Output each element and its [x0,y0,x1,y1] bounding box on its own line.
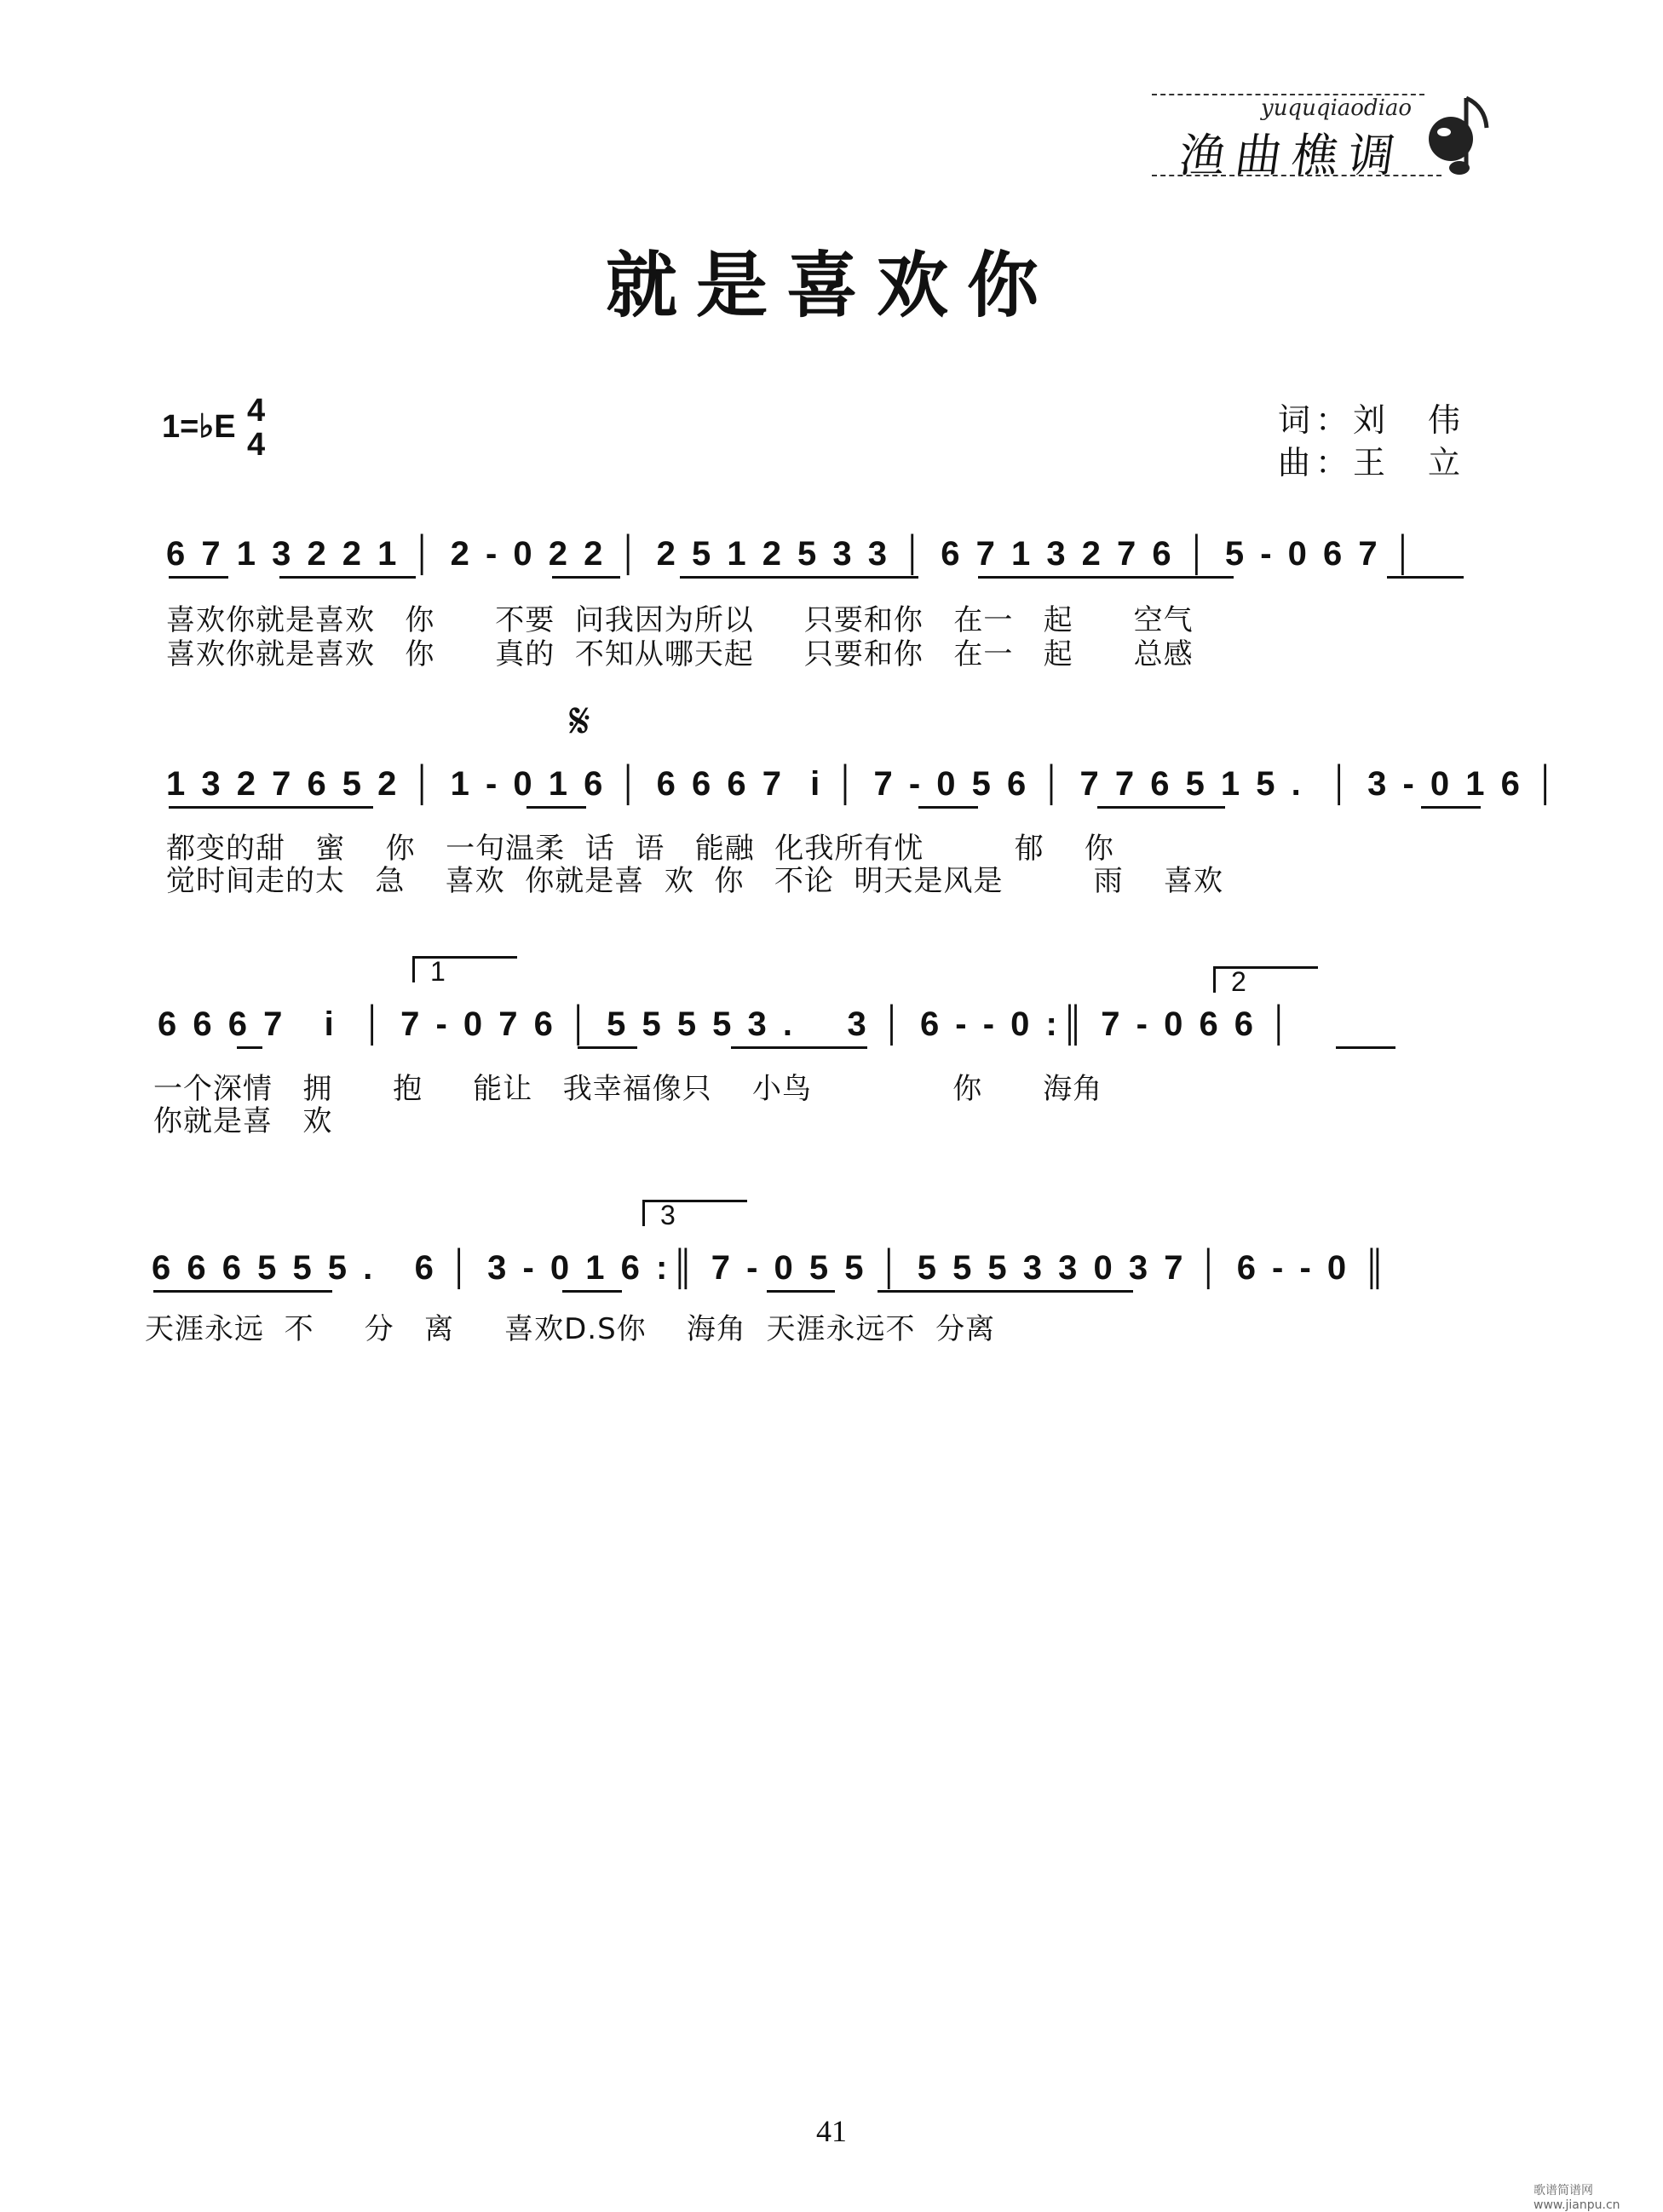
song-title: 就是喜欢你 [605,243,1057,327]
beam-line [731,1046,867,1049]
lyrics-row-3-verse-1: 一个深情 拥 抱 能让 我幸福像只 小鸟 你 海角 [153,1072,1103,1106]
brand-english: yuquqiaodiao [1261,95,1413,121]
beam-line [153,1290,332,1293]
lyrics-row-1-verse-2: 喜欢你就是喜欢 你 真的 不知从哪天起 只要和你 在一 起 总感 [166,637,1194,671]
beam-line [978,576,1234,579]
page-number: 41 [816,2114,847,2148]
music-note-icon [1418,81,1504,183]
notation-row-2: 1 3 2 7 6 5 2 │ 1 - 0 1 6 │ 6 6 6 7 i │ 7 - 0 5 6 │ 7 7 6 5 1 5 . │ 3 - 0 1 6 │ [166,765,1561,803]
volta-number-3: 3 [660,1200,676,1230]
lyrics-row-3-verse-2: 你就是喜 欢 [153,1104,333,1138]
time-signature-top: 4 [247,393,266,429]
notation-row-3: 6 6 6 7 i │ 7 - 0 7 6 │ 5 5 5 5 3 . 3 │ 6 - - 0 :║ 7 - 0 6 6 │ [158,1005,1295,1043]
volta-bracket-1 [412,956,517,982]
beam-line [237,1046,262,1049]
time-signature [247,394,265,462]
notation-row-1: 6 7 1 3 2 2 1 │ 2 - 0 2 2 │ 2 5 1 2 5 3 3 │ 6 7 1 3 2 7 6 │ 5 - 0 6 7 │ [166,535,1418,573]
notation-row-4: 6 6 6 5 5 5 . 6 │ 3 - 0 1 6 :║ 7 - 0 5 5 │ 5 5 5 3 3 0 3 7 │ 6 - - 0 ║ [152,1249,1390,1287]
beam-line [527,806,586,809]
beam-line [1336,1046,1395,1049]
beam-line [918,806,978,809]
segno-sign: 𝄋 [569,692,590,750]
beam-line [169,576,228,579]
beam-line [1387,576,1464,579]
time-signature-bottom: 4 [247,427,266,463]
lyrics-row-2-verse-1: 都变的甜 蜜 你 一句温柔 话 语 能融 化我所有忧 郁 你 [166,832,1114,866]
beam-line [1421,806,1481,809]
composer-credit: 曲：王 立 [1278,444,1466,481]
beam-line [552,576,620,579]
volta-number-1: 1 [430,956,446,987]
beam-line [562,1290,622,1293]
site-watermark: 歌谱简谱网 www.jianpu.cn [1534,2184,1620,2212]
lyrics-row-1-verse-1: 喜欢你就是喜欢 你 不要 问我因为所以 只要和你 在一 起 空气 [166,603,1194,637]
beam-line [169,806,373,809]
beam-line [1097,806,1225,809]
lyrics-row-4-verse-1: 天涯永远 不 分 离 喜欢D.S你 海角 天涯永远不 分离 [145,1312,996,1346]
volta-bracket-2 [1213,966,1318,993]
beam-line [680,576,918,579]
key-signature: 1=♭E [162,409,236,445]
volta-number-2: 2 [1231,966,1246,997]
lyricist-credit: 词：刘 伟 [1278,401,1466,439]
beam-line [767,1290,835,1293]
volta-bracket-3 [642,1200,747,1226]
beam-line [578,1046,637,1049]
beam-line [878,1290,1133,1293]
brand-chinese: 渔曲樵调 [1176,129,1408,182]
brand-dashed-rule-bottom [1152,175,1441,176]
beam-line [279,576,416,579]
lyrics-row-2-verse-2: 觉时间走的太 急 喜欢 你就是喜 欢 你 不论 明天是风是 雨 喜欢 [166,864,1224,898]
